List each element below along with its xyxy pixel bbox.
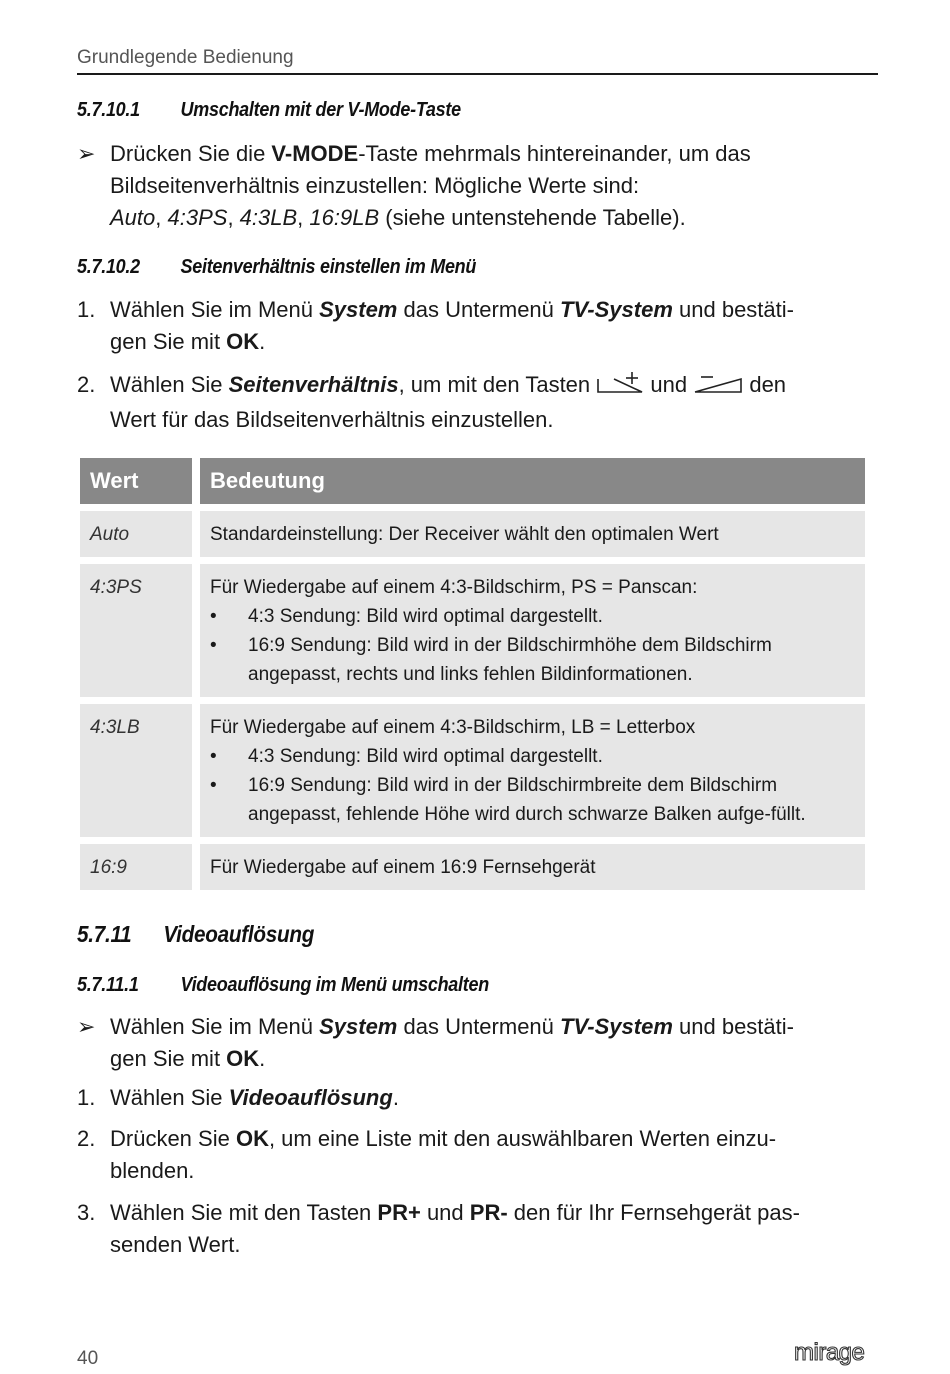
section-number: 5.7.10.2 — [77, 256, 140, 278]
table-cell-value: 16:9 — [80, 844, 192, 890]
section-title: Videoauflösung — [163, 921, 315, 947]
bullet-icon: • — [210, 746, 217, 767]
page-number: 40 — [77, 1348, 99, 1369]
bullet-list — [210, 602, 855, 689]
step-1: 1. Wählen Sie Videoauflösung. — [77, 1082, 878, 1114]
section-heading-5-7-10-1 — [77, 99, 461, 122]
mirage-logo — [794, 1341, 878, 1372]
header-rule — [77, 73, 878, 75]
table-cell-value: 4:3PS — [80, 564, 192, 697]
section-title: Videoauflösung im Menü umschalten — [180, 974, 489, 996]
aspect-ratio-table — [72, 451, 873, 897]
table-row — [80, 564, 865, 697]
list-item: • 16:9 Sendung: Bild wird in der Bildschirmbreite dem Bildschirm angepasst, fehlende Höhe wird durch schwarze Balken aufge-füllt. — [248, 771, 855, 829]
logo-text: mirage — [794, 1341, 865, 1366]
table-cell-description: Für Wiedergabe auf einem 4:3-Bildschirm, LB = Letterbox • 4:3 Sendung: Bild wird optimal dargestellt. • 16:9 Sendung: Bild wird in der Bildschirmbreite dem Bildschirm angepasst, fehlende Höhe wird durch schwarze Balken aufge-füllt. — [200, 704, 865, 837]
step-number: 1. — [77, 297, 96, 322]
step-number: 3. — [77, 1200, 96, 1225]
table-row — [80, 704, 865, 837]
running-header: Grundlegende Bedienung — [77, 47, 294, 68]
bullet-icon: • — [210, 775, 217, 796]
bullet-list — [210, 742, 855, 829]
manual-page — [77, 0, 878, 1374]
section-heading-5-7-10-2 — [77, 256, 476, 279]
step-2: 2. Drücken Sie OK, um eine Liste mit den auswählbaren Werten einzu- blenden. — [77, 1123, 878, 1187]
bullet-icon: • — [210, 606, 217, 627]
table-cell-description: Für Wiedergabe auf einem 4:3-Bildschirm, PS = Panscan: • 4:3 Sendung: Bild wird optimal dargestellt. • 16:9 Sendung: Bild wird in der Bildschirmhöhe dem Bildschirm angepasst, rechts und links fehlen Bildinformationen. — [200, 564, 865, 697]
step-number: 1. — [77, 1085, 96, 1110]
column-header-wert: Wert — [80, 458, 192, 504]
section-number: 5.7.11 — [77, 921, 132, 947]
table-cell-value: 4:3LB — [80, 704, 192, 837]
section-title: Umschalten mit der V-Mode-Taste — [180, 99, 461, 121]
section-heading-5-7-11 — [77, 921, 314, 948]
section-heading-5-7-11-1 — [77, 974, 489, 997]
step-2: 2. Wählen Sie Seitenverhältnis, um mit den Tasten und den Wert für das Bildseitenverhältnis einzustellen. — [77, 369, 878, 436]
instruction-vmode: ➢ Drücken Sie die V-MODE-Taste mehrmals hintereinander, um das Bildseitenverhältnis einzustellen: Mögliche Werte sind: Auto, 4:3PS, 4:3LB, 16:9LB (siehe untenstehende Tabelle). — [77, 138, 878, 234]
list-item: • 4:3 Sendung: Bild wird optimal dargestellt. — [248, 602, 855, 631]
step-number: 2. — [77, 1126, 96, 1151]
vmode-key-label: V-MODE — [271, 141, 359, 166]
list-item: • 4:3 Sendung: Bild wird optimal dargestellt. — [248, 742, 855, 771]
table-cell-description: Für Wiedergabe auf einem 16:9 Fernsehgerät — [200, 844, 865, 890]
step-3: 3. Wählen Sie mit den Tasten PR+ und PR- den für Ihr Fernsehgerät pas- senden Wert. — [77, 1197, 878, 1261]
section-title: Seitenverhältnis einstellen im Menü — [180, 256, 477, 278]
table-cell-description: Standardeinstellung: Der Receiver wählt den optimalen Wert — [200, 511, 865, 557]
arrow-bullet-icon: ➢ — [77, 141, 96, 166]
table-header-row — [80, 458, 865, 504]
table-row — [80, 844, 865, 890]
instruction-tv-system: ➢ Wählen Sie im Menü System das Untermenü TV-System und bestäti- gen Sie mit OK. — [77, 1011, 878, 1075]
list-item: • 16:9 Sendung: Bild wird in der Bildschirmhöhe dem Bildschirm angepasst, rechts und links fehlen Bildinformationen. — [248, 631, 855, 689]
bullet-icon: • — [210, 635, 217, 656]
volume-up-key-icon — [596, 371, 644, 404]
step-1: 1. Wählen Sie im Menü System das Untermenü TV-System und bestäti- gen Sie mit OK. — [77, 294, 878, 358]
column-header-bedeutung: Bedeutung — [200, 458, 865, 504]
section-number: 5.7.11.1 — [77, 974, 139, 996]
arrow-bullet-icon: ➢ — [77, 1014, 96, 1039]
volume-down-key-icon — [693, 371, 743, 404]
table-row — [80, 511, 865, 557]
section-number: 5.7.10.1 — [77, 99, 140, 121]
step-number: 2. — [77, 372, 96, 397]
table-cell-value: Auto — [80, 511, 192, 557]
